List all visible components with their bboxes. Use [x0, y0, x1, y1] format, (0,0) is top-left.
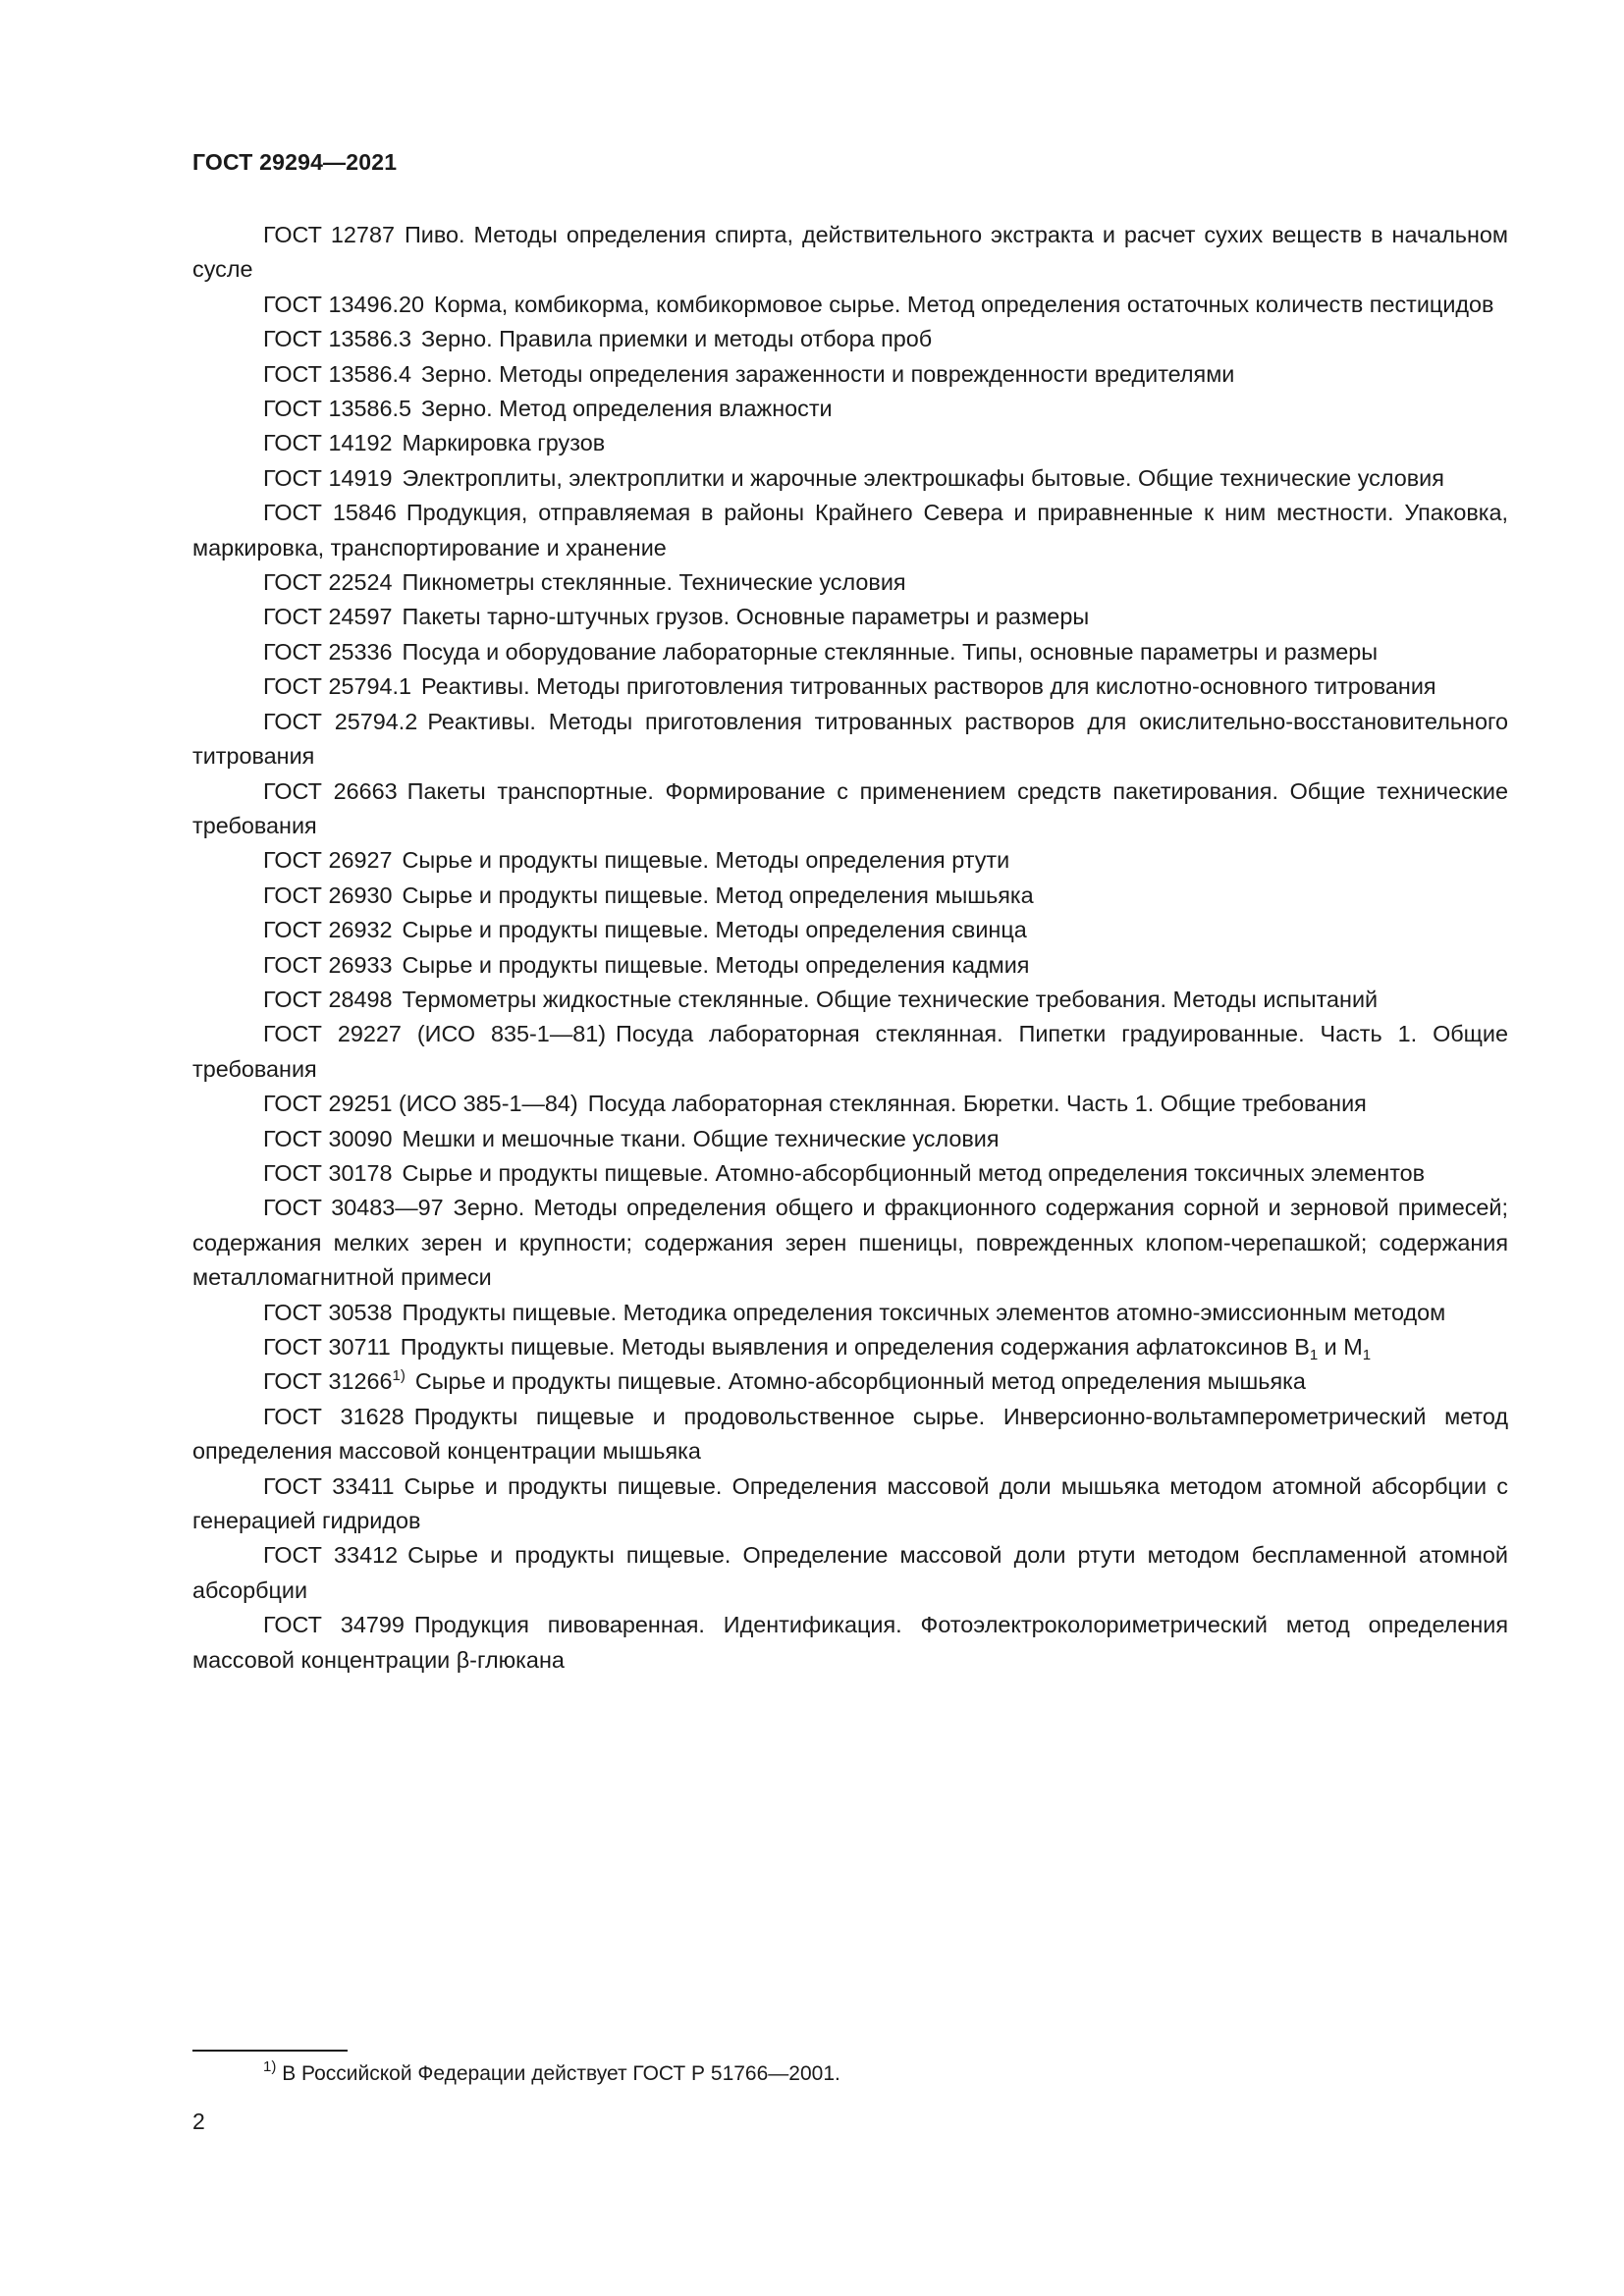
- reference-title: Зерно. Метод определения влажности: [421, 396, 833, 422]
- reference-code: ГОСТ 13586.3: [263, 326, 411, 352]
- reference-code: ГОСТ 31628: [263, 1403, 405, 1429]
- reference-title: Сырье и продукты пищевые. Методы определения свинца: [402, 917, 1027, 943]
- reference-code: ГОСТ 13586.5: [263, 396, 411, 422]
- reference-title: Сырье и продукты пищевые. Атомно-абсорбционный метод определения токсичных элементов: [402, 1159, 1426, 1186]
- reference-title: Пикнометры стеклянные. Технические условия: [402, 569, 906, 596]
- reference-item: [192, 461, 1508, 496]
- reference-item: [192, 913, 1508, 947]
- reference-title: Зерно. Методы определения общего и фракционного содержания сорной и зерновой примесей; содержания мелких зерен и крупности; содержания зерен пшеницы, поврежденных клопом-черепашкой; содержания металломагнитной примеси: [192, 1195, 1508, 1291]
- reference-item: [192, 1330, 1508, 1364]
- reference-title: Термометры жидкостные стеклянные. Общие технические требования. Методы испытаний: [402, 986, 1379, 1012]
- aflatoxin-b-subscript: 1: [1309, 1347, 1319, 1363]
- reference-item: [192, 288, 1508, 322]
- reference-item: [192, 496, 1508, 565]
- reference-code: ГОСТ 30711: [263, 1334, 391, 1360]
- reference-item: [192, 879, 1508, 913]
- reference-code: ГОСТ 33411: [263, 1472, 395, 1499]
- reference-title: Продукты пищевые. Методы выявления и определения содержания афлатоксинов: [400, 1334, 1288, 1360]
- reference-title: Маркировка грузов: [402, 430, 606, 456]
- reference-item: [192, 948, 1508, 983]
- reference-code: ГОСТ 29227 (ИСО 835-1—81): [263, 1021, 607, 1047]
- reference-title: Сырье и продукты пищевые. Атомно-абсорбционный метод определения мышьяка: [414, 1368, 1306, 1395]
- reference-item: [192, 983, 1508, 1017]
- reference-item: [192, 1156, 1508, 1191]
- reference-code: ГОСТ 34799: [263, 1612, 405, 1638]
- reference-item: [192, 635, 1508, 669]
- reference-item: [192, 357, 1508, 392]
- reference-code: ГОСТ 31266: [263, 1368, 393, 1395]
- reference-title: Сырье и продукты пищевые. Определение массовой доли ртути методом беспламенной атомной абсорбции: [192, 1542, 1508, 1603]
- reference-title: Посуда и оборудование лабораторные стеклянные. Типы, основные параметры и размеры: [402, 638, 1379, 665]
- reference-item: [192, 1400, 1508, 1469]
- reference-code: ГОСТ 13496.20: [263, 291, 425, 317]
- footnote-marker: 1): [392, 1367, 406, 1385]
- reference-title: Продукция, отправляемая в районы Крайнего Севера и приравненные к ним местности. Упаковка, маркировка, транспортирование и хранение: [192, 500, 1509, 561]
- reference-item: [192, 1017, 1508, 1087]
- reference-title: Продукты пищевые. Методика определения токсичных элементов атомно-эмиссионным методом: [402, 1299, 1446, 1325]
- reference-title: Зерно. Правила приемки и методы отбора проб: [421, 326, 933, 352]
- reference-code: ГОСТ 26663: [263, 777, 398, 804]
- reference-title: Сырье и продукты пищевые. Метод определения мышьяка: [402, 881, 1034, 908]
- reference-item: [192, 600, 1508, 634]
- footnote-divider: [192, 2050, 348, 2052]
- reference-title: Реактивы. Методы приготовления титрованных растворов для кислотно-основного титрования: [421, 673, 1436, 700]
- reference-code: ГОСТ 15846: [263, 500, 397, 526]
- aflatoxin-m-subscript: 1: [1362, 1347, 1372, 1363]
- reference-item: [192, 1087, 1508, 1121]
- reference-item: [192, 392, 1508, 426]
- reference-item: [192, 565, 1508, 600]
- reference-title: Посуда лабораторная стеклянная. Пипетки градуированные. Часть 1. Общие требования: [192, 1021, 1508, 1082]
- reference-title: Зерно. Методы определения зараженности и поврежденности вредителями: [421, 360, 1235, 387]
- reference-item: [192, 218, 1508, 288]
- reference-code: ГОСТ 28498: [263, 986, 393, 1012]
- reference-code: ГОСТ 13586.4: [263, 360, 411, 387]
- reference-code: ГОСТ 30538: [263, 1299, 393, 1325]
- page-number: 2: [192, 2109, 205, 2134]
- reference-title: Сырье и продукты пищевые. Определения массовой доли мышьяка методом атомной абсорбции с генерацией гидридов: [192, 1472, 1509, 1534]
- reference-code: ГОСТ 29251 (ИСО 385-1—84): [263, 1091, 578, 1117]
- reference-title: Сырье и продукты пищевые. Методы определения ртути: [402, 847, 1010, 874]
- aflatoxin-m-label: и M: [1318, 1334, 1363, 1360]
- reference-item: [192, 705, 1508, 774]
- footnote: [263, 2059, 840, 2089]
- reference-title: Пиво. Методы определения спирта, действительного экстракта и расчет сухих веществ в начальном сусле: [192, 222, 1509, 283]
- footnote-text: В Российской Федерации действует ГОСТ Р 51766—2001.: [282, 2062, 840, 2085]
- reference-title: Посуда лабораторная стеклянная. Бюретки. Часть 1. Общие требования: [587, 1091, 1367, 1117]
- normative-references-list: [192, 218, 1508, 1678]
- reference-code: ГОСТ 25794.1: [263, 673, 411, 700]
- reference-item: [192, 1469, 1508, 1539]
- reference-code: ГОСТ 26933: [263, 951, 393, 978]
- reference-code: ГОСТ 30178: [263, 1159, 393, 1186]
- reference-code: ГОСТ 26927: [263, 847, 393, 874]
- reference-code: ГОСТ 24597: [263, 604, 393, 630]
- reference-title: Продукция пивоваренная. Идентификация. Фотоэлектроколориметрический метод определения массовой концентрации β-глюкана: [192, 1612, 1508, 1673]
- reference-code: ГОСТ 12787: [263, 222, 395, 247]
- reference-code: ГОСТ 25794.2: [263, 708, 418, 734]
- reference-code: ГОСТ 14919: [263, 464, 393, 491]
- aflatoxin-b-label: B: [1294, 1334, 1310, 1360]
- reference-item: [192, 322, 1508, 356]
- reference-item: [192, 843, 1508, 878]
- reference-code: ГОСТ 26930: [263, 881, 393, 908]
- reference-title: Сырье и продукты пищевые. Методы определения кадмия: [402, 951, 1030, 978]
- reference-title: Корма, комбикорма, комбикормовое сырье. Метод определения остаточных количеств пестицидов: [434, 291, 1494, 317]
- reference-item: [192, 1122, 1508, 1156]
- reference-code: ГОСТ 14192: [263, 430, 393, 456]
- reference-code: ГОСТ 33412: [263, 1542, 399, 1569]
- reference-title: Электроплиты, электроплитки и жарочные электрошкафы бытовые. Общие технические условия: [402, 464, 1444, 491]
- reference-item: [192, 669, 1508, 704]
- reference-title: Мешки и мешочные ткани. Общие технические условия: [402, 1125, 1000, 1151]
- reference-item: [192, 1538, 1508, 1608]
- reference-code: ГОСТ 25336: [263, 638, 393, 665]
- reference-item: [192, 774, 1508, 844]
- reference-code: ГОСТ 26932: [263, 917, 393, 943]
- reference-item: [192, 1296, 1508, 1330]
- reference-title: Пакеты тарно-штучных грузов. Основные параметры и размеры: [402, 604, 1090, 630]
- reference-code: ГОСТ 30483—97: [263, 1195, 444, 1221]
- reference-item: [192, 1191, 1508, 1295]
- reference-code: ГОСТ 22524: [263, 569, 393, 596]
- reference-item: [192, 1364, 1508, 1399]
- reference-item: [192, 1608, 1508, 1678]
- reference-code: ГОСТ 30090: [263, 1125, 393, 1151]
- reference-title: Пакеты транспортные. Формирование с применением средств пакетирования. Общие технические требования: [192, 777, 1508, 838]
- reference-item: [192, 426, 1508, 460]
- footnote-mark: 1): [263, 2058, 277, 2075]
- document-header: ГОСТ 29294—2021: [192, 149, 398, 175]
- reference-title: Реактивы. Методы приготовления титрованных растворов для окислительно-восстановительного титрования: [192, 708, 1509, 770]
- reference-title: Продукты пищевые и продовольственное сырье. Инверсионно-вольтамперометрический метод определения массовой концентрации мышьяка: [192, 1403, 1508, 1465]
